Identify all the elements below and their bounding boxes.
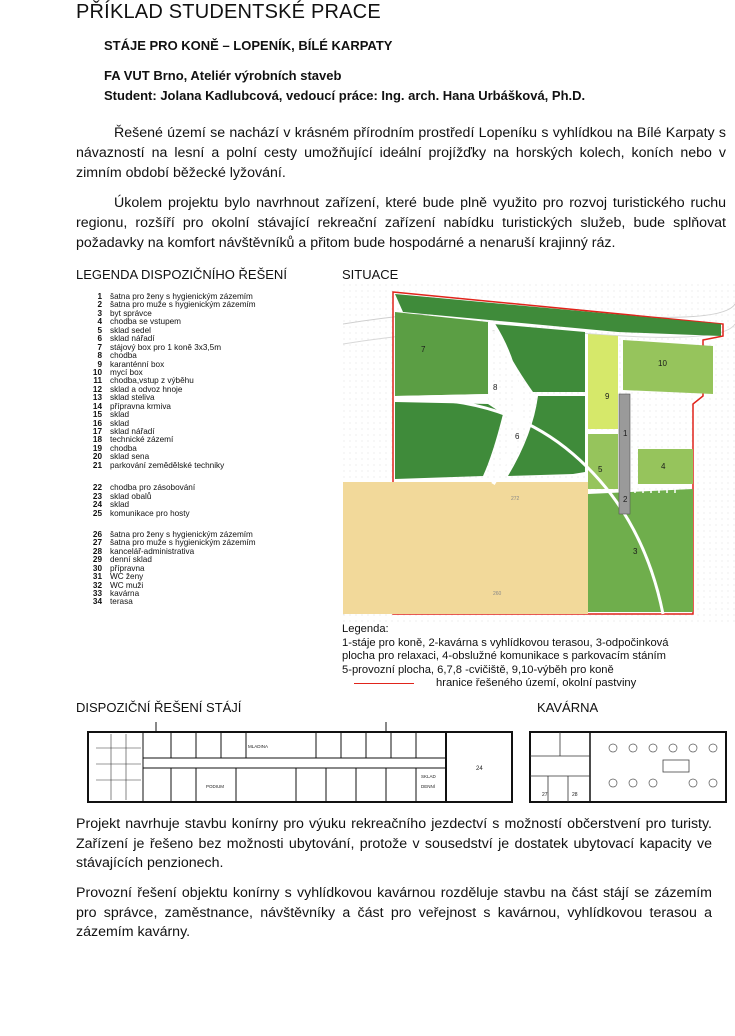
situation-map [343,284,735,624]
room-legend-number: 22 [92,483,102,493]
conclusion-paragraph-1: Projekt navrhuje stavbu konírny pro výuku rekreačního jezdectví s možností občerstvení pro turisty. Zařízení je řešeno bez možnosti ubytování, protože v sousedství je dostatek ubytovací kapacity ve stávajících penzionech. [76,816,712,871]
cafe-room-number-1: 27 [542,792,548,798]
plot-label-5: 5 [598,465,603,474]
room-legend-number: 33 [92,589,102,598]
plot-10 [623,340,713,394]
stable-room-number: 24 [476,766,483,772]
plot-label-4: 4 [661,462,666,471]
conclusion-paragraph-2: Provozní řešení objektu konírny s vyhlídkovou kavárnou rozděluje stavbu na část stájí se zázemím pro správce, zaměstnance, návštěvníky a část pro veřejnost s kavárnou, vyhlídkovou terasou a zázemím kavárny. [76,885,712,940]
room-legend-item [86,598,316,606]
student-line: Student: Jolana Kadlubcová, vedoucí práce: Ing. arch. Hana Urbášková, Ph.D. [104,88,586,103]
parcel-label-272: 272 [511,496,520,502]
room-legend-text: sklad sena [110,452,150,462]
map-legend-line-3: 5-provozní plocha, 6,7,8 -cvičiště, 9,10-výběh pro koně [342,663,614,676]
room-legend-text: chodba [110,351,137,361]
room-legend-text: přípravna [110,563,145,573]
plot-sand [343,482,588,614]
room-legend-list [86,293,316,607]
map-legend-line-1: 1-stáje pro koně, 2-kavárna s vyhlídkovou terasou, 3-odpočinková [342,636,669,649]
project-subtitle: STÁJE PRO KONĚ – LOPENÍK, BÍLÉ KARPATY [104,38,393,53]
stable-room-label-3: SKLAD [421,774,436,779]
room-legend-group-2 [86,484,316,518]
room-legend-text: byt správce [110,308,152,318]
room-legend-text: komunikace pro hosty [110,508,190,518]
room-legend-text: šatna pro muže s hygienickým zázemím [110,300,256,310]
room-legend-number: 10 [92,367,102,377]
school-line: FA VUT Brno, Ateliér výrobních staveb [104,68,342,83]
room-legend-number: 15 [92,410,102,420]
room-legend-number: 25 [92,508,102,518]
room-legend-text: šatna pro ženy s hygienickým zázemím [110,292,253,301]
room-legend-text: technické zázemí [110,435,174,445]
plot-label-2: 2 [623,495,628,504]
room-legend-number: 20 [92,452,102,462]
room-legend-text: sklad [110,418,130,428]
room-legend-number: 7 [97,342,102,352]
intro-paragraph-1 [76,123,726,183]
room-legend-number: 13 [92,393,102,403]
room-legend-number: 34 [92,597,102,607]
room-legend-number: 16 [92,418,102,428]
intro-p1-text: Řešené území se nachází v krásném přírodním prostředí Lopeníku s vyhlídkou na Bílé Karpaty s návazností na lesní a polní cesty umožňující ideální projížďky na horských kolech, koních nebo v zimním období běžecké lyžování. [76,125,726,181]
room-legend-text: parkování zemědělské techniky [110,460,225,470]
cafe-room-number-2: 28 [572,792,578,798]
plot-label-9: 9 [605,392,610,401]
page-title: PŘÍKLAD STUDENTSKÉ PRACE [76,1,381,23]
room-legend-number: 18 [92,435,102,445]
parcel-label-260: 260 [493,591,502,597]
room-legend-text: chodba,vstup z výběhu [110,376,194,386]
room-legend-text: sklad obalů [110,491,152,501]
cafe-floor-plan [528,718,730,804]
plot-label-1: 1 [623,429,628,438]
room-legend-text: chodba [110,443,137,453]
room-legend-number: 14 [92,401,102,411]
room-legend-number: 12 [92,384,102,394]
room-legend-number: 17 [92,427,102,436]
room-legend-number: 8 [97,351,102,361]
room-legend-text: terasa [110,597,133,607]
plot-label-7: 7 [421,345,426,354]
intro-p2-text: Úkolem projektu bylo navrhnout zařízení, které bude plně využito pro rozvoj turistického ruchu regionu, rozšíří pro okolní stávající rekreační zařízení nabídku turistických služeb, bude splňovat požadavky na komfort návštěvníků a přitom bude hospodárné a nenaruší krajinný ráz. [76,195,726,251]
stable-room-label-4: DENNÍ [421,784,436,789]
stable-room-label-1: MLADINA [248,744,269,749]
room-legend-number: 28 [92,546,102,556]
stable-floor-plan [86,718,514,804]
room-legend-text: karanténní box [110,359,165,369]
legend-section-title: LEGENDA DISPOZIČNÍHO ŘEŠENÍ [76,267,287,282]
room-legend-text: sklad [110,500,130,510]
plot-9 [588,334,618,429]
room-legend-item [86,510,316,518]
room-legend-number: 27 [92,538,102,548]
room-legend-text: sklad nářadí [110,334,155,344]
room-legend-text: kancelář-administrativa [110,546,195,556]
plot-label-3: 3 [633,547,638,556]
room-legend-text: WC ženy [110,572,144,582]
room-legend-text: stájový box pro 1 koně 3x3,5m [110,342,222,352]
plot-5 [588,434,618,489]
room-legend-number: 6 [97,334,102,344]
plot-4 [638,449,693,484]
situation-section-title: SITUACE [342,267,399,282]
map-legend [342,623,732,691]
map-legend-heading: Legenda: [342,623,389,635]
room-legend-number: 5 [97,325,102,335]
room-legend-number: 9 [97,359,102,369]
stable-room-label-2: PODIUM [206,784,224,789]
plot-7 [395,312,488,396]
intro-paragraph-2 [76,193,726,253]
room-legend-number: 23 [92,491,102,501]
room-legend-text: chodba se vstupem [110,317,182,327]
room-legend-text: WC muži [110,580,144,590]
room-legend-number: 2 [97,300,102,310]
plot-label-6: 6 [515,432,520,441]
room-legend-number: 24 [92,500,102,510]
room-legend-number: 30 [92,563,102,573]
room-legend-text: chodba pro zásobování [110,483,196,493]
room-legend-number: 32 [92,580,102,590]
room-legend-text: kavárna [110,589,140,598]
cafe-plan-title: KAVÁRNA [537,700,599,715]
room-legend-number: 31 [92,572,102,582]
plot-label-8: 8 [493,383,498,392]
plot-label-10: 10 [658,359,667,368]
room-legend-text: sklad sedel [110,325,151,335]
room-legend-group-3 [86,531,316,607]
room-legend-number: 4 [97,317,102,327]
room-legend-item [86,462,316,470]
map-legend-line-4 [342,677,732,691]
room-legend-number: 1 [97,292,102,301]
room-legend-text: sklad a odvoz hnoje [110,384,183,394]
boundary-swatch [354,683,414,684]
room-legend-text: sklad steliva [110,393,155,403]
room-legend-number: 11 [93,376,102,386]
room-legend-number: 29 [92,555,102,565]
room-legend-number: 26 [92,529,102,539]
plot-3 [588,489,693,612]
room-legend-group-1 [86,293,316,470]
room-legend-text: sklad nářadí [110,427,155,436]
room-legend-text: přípravna krmiva [110,401,171,411]
room-legend-number: 19 [92,443,102,453]
room-legend-number: 3 [97,308,102,318]
room-legend-text: šatna pro muže s hygienickým zázemím [110,538,256,548]
stable-plan-title: DISPOZIČNÍ ŘEŠENÍ STÁJÍ [76,700,242,715]
room-legend-text: denní sklad [110,555,152,565]
room-legend-text: sklad [110,410,130,420]
room-legend-number: 21 [92,460,102,470]
map-legend-line-2: plocha pro relaxaci, 4-obslužné komunikace s parkovacím stáním [342,650,666,662]
room-legend-text: mycí box [110,367,143,377]
room-legend-text: šatna pro ženy s hygienickým zázemím [110,529,253,539]
map-legend-line-4-text: hranice řešeného území, okolní pastviny [436,677,637,689]
